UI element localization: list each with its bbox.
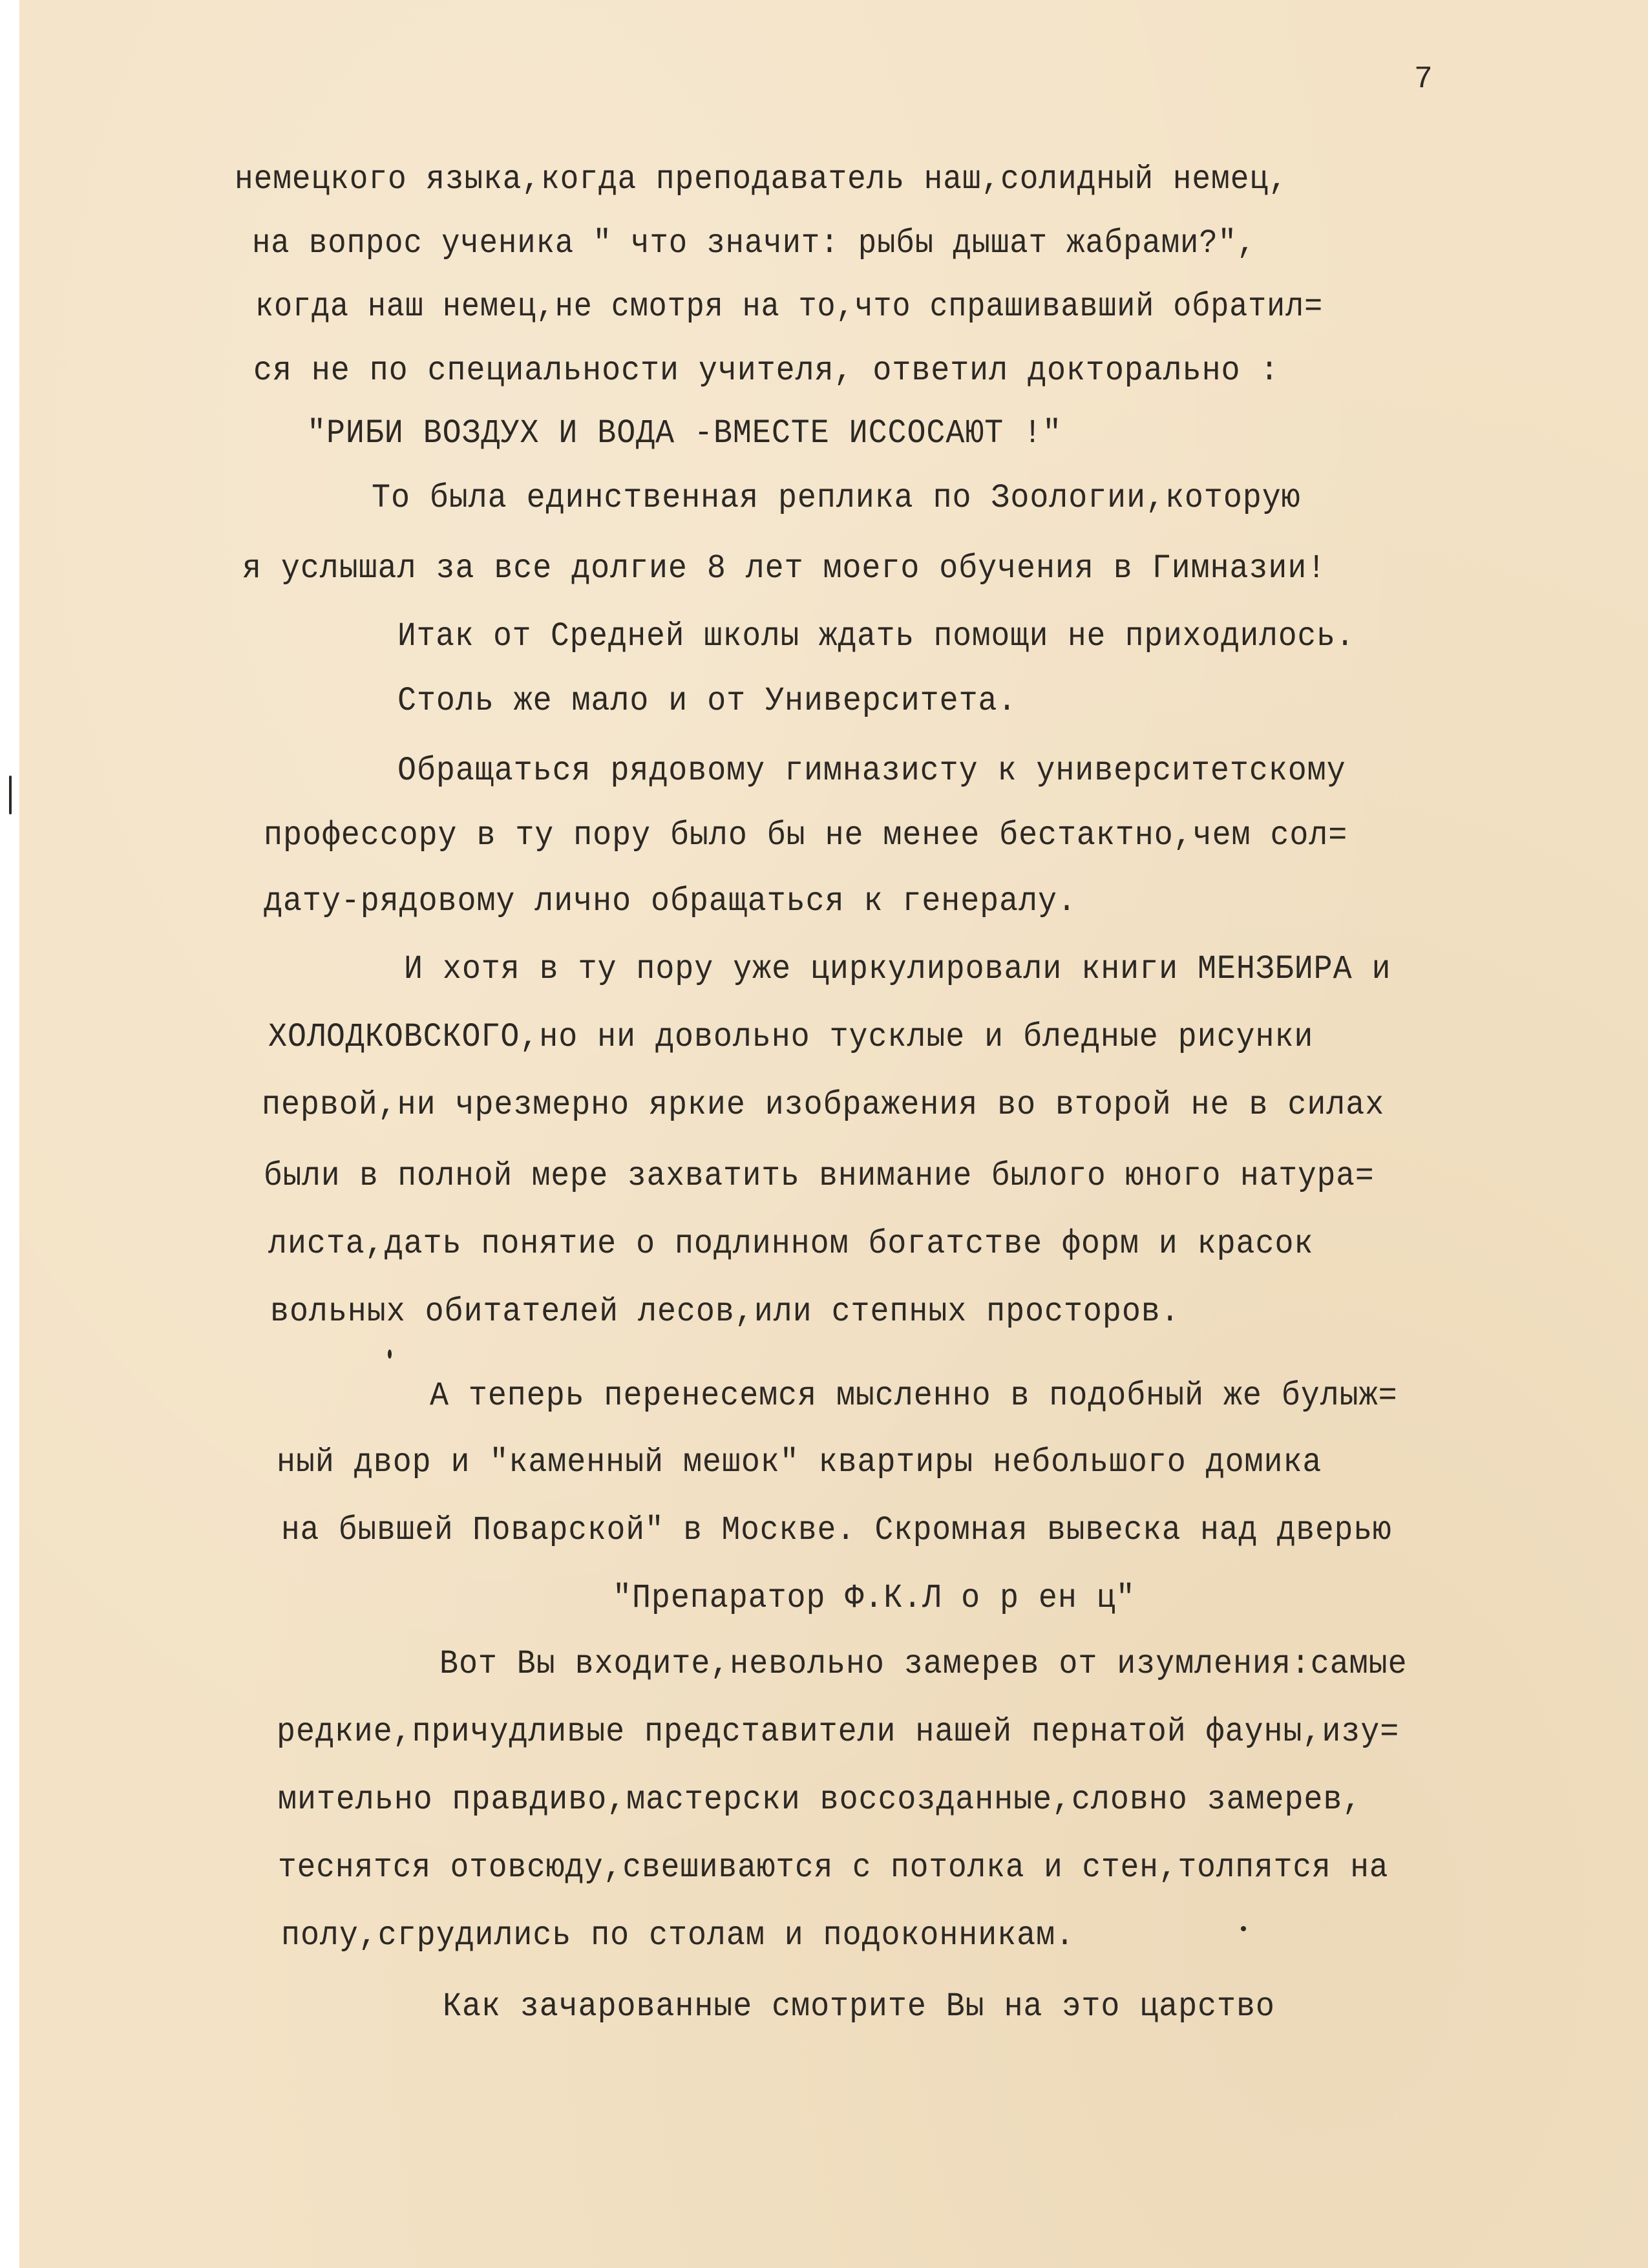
text-line: Столь же мало и от Университета. <box>397 682 1017 720</box>
page-number: 7 <box>1414 62 1433 97</box>
text-line: "Препаратор Ф.К.Л о р ен ц" <box>613 1579 1136 1617</box>
text-line: я услышал за все долгие 8 лет моего обучения в Гимназии! <box>242 549 1327 588</box>
text-line: листа,дать понятие о подлинном богатстве форм и красок <box>268 1225 1314 1263</box>
text-line: ся не по специальности учителя, ответил докторально : <box>253 352 1280 390</box>
text-line: были в полной мере захватить внимание былого юного натура= <box>264 1157 1375 1195</box>
text-line: полу,сгрудились по столам и подоконникам. <box>281 1916 1075 1955</box>
text-line: Вот Вы входите,невольно замерев от изумления:самые <box>439 1645 1408 1683</box>
text-line: когда наш немец,не смотря на то,что спрашивавший обратил= <box>255 288 1324 326</box>
text-line: немецкого языка,когда преподаватель наш,солидный немец, <box>235 160 1288 198</box>
text-line: теснятся отовсюду,свешиваются с потолка и стен,толпятся на <box>278 1849 1389 1887</box>
ink-speck <box>9 776 12 814</box>
scan-margin <box>0 0 19 2268</box>
typewritten-sheet <box>19 0 1648 2268</box>
text-line: профессору в ту пору было бы не менее бестактно,чем сол= <box>264 816 1348 854</box>
text-line: То была единственная реплика по Зоологии,которую <box>372 479 1301 517</box>
ink-speck <box>388 1350 392 1359</box>
text-line: на бывшей Поварской" в Москве. Скромная вывеска над дверью <box>281 1511 1392 1549</box>
text-line: Итак от Средней школы ждать помощи не приходилось. <box>397 617 1355 655</box>
text-line: вольных обитателей лесов,или степных просторов. <box>270 1293 1180 1331</box>
text-line: дату-рядовому лично обращаться к генералу. <box>264 882 1077 920</box>
text-line: ный двор и "каменный мешок" квартиры небольшого домика <box>277 1443 1322 1481</box>
text-line: редкие,причудливые представители нашей пернатой фауны,изу= <box>277 1713 1400 1751</box>
text-line: Обращаться рядовому гимназисту к университетскому <box>397 752 1346 790</box>
text-line: А теперь перенесемся мысленно в подобный же булыж= <box>430 1377 1398 1415</box>
ink-speck <box>1241 1926 1246 1931</box>
text-line: "РИБИ ВОЗДУХ И ВОДА -ВМЕСТЕ ИССОСАЮТ !" <box>307 414 1062 452</box>
text-line: Как зачарованные смотрите Вы на это царство <box>443 1987 1275 2026</box>
text-line: на вопрос ученика " что значит: рыбы дышат жабрами?", <box>252 224 1256 262</box>
text-line: ХОЛОДКОВСКОГО,но ни довольно тусклые и бледные рисунки <box>268 1018 1314 1056</box>
text-line: И хотя в ту пору уже циркулировали книги МЕНЗБИРА и <box>404 950 1391 988</box>
text-line: первой,ни чрезмерно яркие изображения во второй не в силах <box>262 1086 1385 1124</box>
text-line: мительно правдиво,мастерски воссозданные,словно замерев, <box>278 1781 1362 1819</box>
